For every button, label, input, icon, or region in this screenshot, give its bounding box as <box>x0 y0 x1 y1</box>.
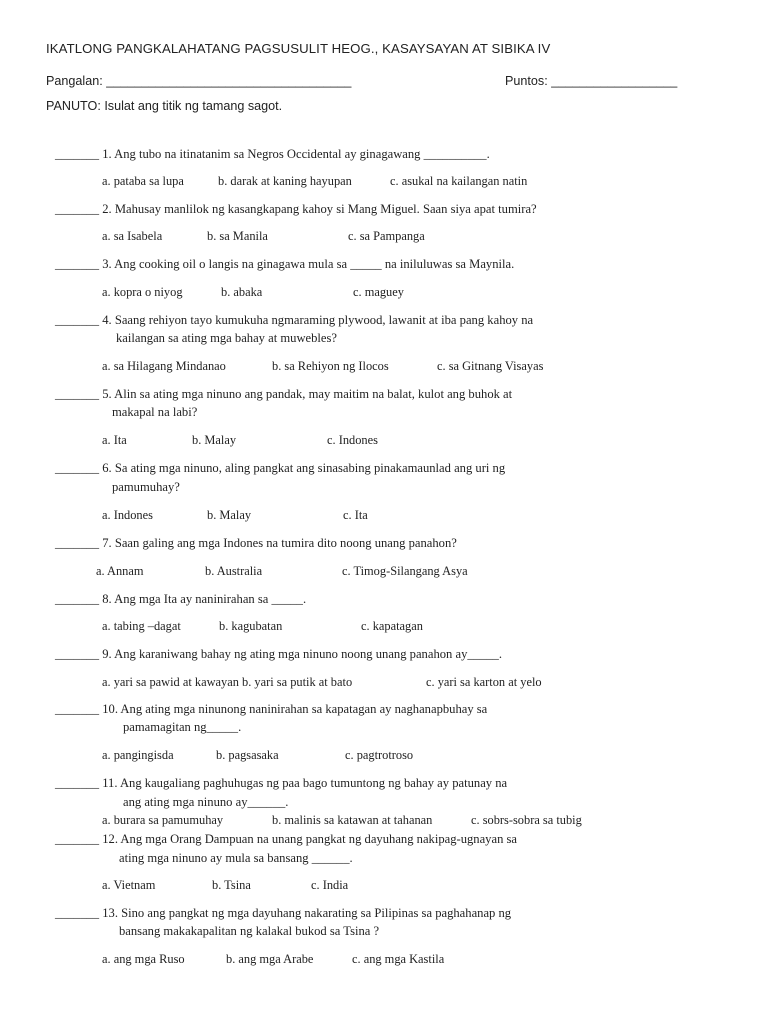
question-8-option-a: a. tabing –dagat <box>102 619 181 633</box>
question-2-option-a: a. sa Isabela <box>102 229 163 243</box>
question-1-option-a: a. pataba sa lupa <box>102 174 184 188</box>
question-6-option-c: c. Ita <box>343 508 368 522</box>
question-3-option-c: c. maguey <box>353 285 404 299</box>
question-11-line-1: _______ 11. Ang kaugaliang paghuhugas ng paa bago tumuntong ng bahay ay patunay na <box>55 776 508 790</box>
question-1-line-1: _______ 1. Ang tubo na itinatanim sa Negros Occidental ay ginagawang __________. <box>55 147 490 161</box>
question-4-option-a: a. sa Hilagang Mindanao <box>102 359 226 373</box>
question-9-option-c: c. yari sa karton at yelo <box>426 675 542 689</box>
question-8-option-b: b. kagubatan <box>219 619 283 633</box>
question-7-option-b: b. Australia <box>205 564 263 578</box>
question-6-option-b: b. Malay <box>207 508 252 522</box>
name-field-label: Pangalan: ___________________________________ <box>46 74 352 88</box>
question-4-option-c: c. sa Gitnang Visayas <box>437 359 544 373</box>
question-7-line-1: _______ 7. Saan galing ang mga Indones na tumira dito noong unang panahon? <box>55 536 457 550</box>
question-2-line-1: _______ 2. Mahusay manlilok ng kasangkapang kahoy si Mang Miguel. Saan siya apat tumira? <box>55 202 537 216</box>
question-11-option-c: c. sobrs-sobra sa tubig <box>471 813 582 827</box>
question-10-option-c: c. pagtrotroso <box>345 748 414 762</box>
question-5-line-1: _______ 5. Alin sa ating mga ninuno ang pandak, may maitim na balat, kulot ang buhok at <box>55 387 513 401</box>
question-3-option-b: b. abaka <box>221 285 263 299</box>
question-7-option-a: a. Annam <box>96 564 144 578</box>
question-5-option-a: a. Ita <box>102 433 127 447</box>
question-6-line-2: pamumuhay? <box>112 480 180 494</box>
question-9-line-1: _______ 9. Ang karaniwang bahay ng ating mga ninuno noong unang panahon ay_____. <box>55 647 502 661</box>
question-2-option-c: c. sa Pampanga <box>348 229 425 243</box>
question-12-option-b: b. Tsina <box>212 878 251 892</box>
question-8-line-1: _______ 8. Ang mga Ita ay naninirahan sa _____. <box>55 592 307 606</box>
question-1-option-b: b. darak at kaning hayupan <box>218 174 352 188</box>
question-10-line-1: _______ 10. Ang ating mga ninunong naninirahan sa kapatagan ay naghanapbuhay sa <box>55 702 488 716</box>
question-13-option-c: c. ang mga Kastila <box>352 952 445 966</box>
question-4-option-b: b. sa Rehiyon ng Ilocos <box>272 359 389 373</box>
question-11-option-b: b. malinis sa katawan at tahanan <box>272 813 433 827</box>
question-13-line-1: _______ 13. Sino ang pangkat ng mga dayuhang nakarating sa Pilipinas sa paghahanap ng <box>55 906 512 920</box>
question-8-option-c: c. kapatagan <box>361 619 423 633</box>
question-12-option-c: c. India <box>311 878 349 892</box>
question-11-line-2: ang ating mga ninuno ay______. <box>123 795 289 809</box>
question-13-line-2: bansang makakapalitan ng kalakal bukod sa Tsina ? <box>119 924 380 938</box>
question-4-line-2: kailangan sa ating mga bahay at muwebles? <box>116 331 338 345</box>
question-7-option-c: c. Timog-Silangang Asya <box>342 564 468 578</box>
question-4-line-1: _______ 4. Saang rehiyon tayo kumukuha ngmaraming plywood, lawanit at iba pang kahoy na <box>55 313 534 327</box>
question-6-option-a: a. Indones <box>102 508 153 522</box>
question-5-option-b: b. Malay <box>192 433 237 447</box>
question-10-line-2: pamamagitan ng_____. <box>123 720 242 734</box>
exam-title: IKATLONG PANGKALAHATANG PAGSUSULIT HEOG., KASAYSAYAN AT SIBIKA IV <box>46 41 551 56</box>
question-13-option-b: b. ang mga Arabe <box>226 952 314 966</box>
question-2-option-b: b. sa Manila <box>207 229 268 243</box>
question-3-option-a: a. kopra o niyog <box>102 285 183 299</box>
instructions: PANUTO: Isulat ang titik ng tamang sagot. <box>46 99 283 113</box>
question-10-option-b: b. pagsasaka <box>216 748 279 762</box>
question-5-line-2: makapal na labi? <box>112 405 198 419</box>
question-11-option-a: a. burara sa pamumuhay <box>102 813 224 827</box>
question-12-option-a: a. Vietnam <box>102 878 156 892</box>
question-12-line-2: ating mga ninuno ay mula sa bansang ______. <box>119 851 353 865</box>
question-6-line-1: _______ 6. Sa ating mga ninuno, aling pangkat ang sinasabing pinakamaunlad ang uri ng <box>55 461 506 475</box>
score-field-label: Puntos: __________________ <box>505 74 678 88</box>
question-9-option-a-b: a. yari sa pawid at kawayan b. yari sa putik at bato <box>102 675 353 689</box>
question-1-option-c: c. asukal na kailangan natin <box>390 174 528 188</box>
question-13-option-a: a. ang mga Ruso <box>102 952 185 966</box>
question-5-option-c: c. Indones <box>327 433 378 447</box>
question-3-line-1: _______ 3. Ang cooking oil o langis na ginagawa mula sa _____ na iniluluwas sa Maynila. <box>55 257 515 271</box>
question-12-line-1: _______ 12. Ang mga Orang Dampuan na unang pangkat ng dayuhang nakipag-ugnayan sa <box>55 832 518 846</box>
question-10-option-a: a. pangingisda <box>102 748 174 762</box>
